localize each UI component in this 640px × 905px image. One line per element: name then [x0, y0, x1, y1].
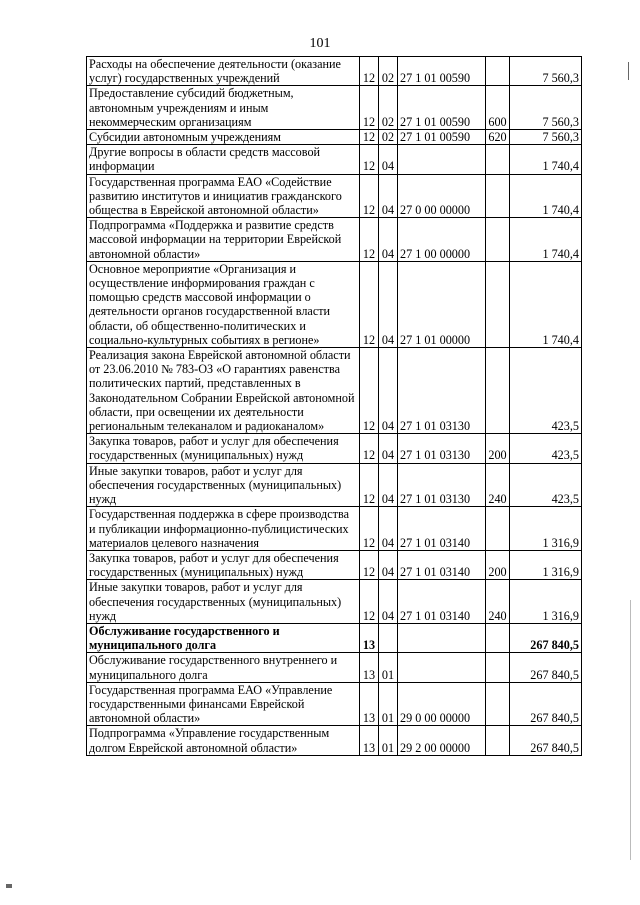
row-section: 12: [360, 218, 379, 262]
row-name: Субсидии автономным учреждениям: [87, 130, 360, 145]
table-row: [87, 653, 582, 682]
row-name: Расходы на обеспечение деятельности (оказание услуг) государственных учреждений: [87, 57, 360, 86]
table-row: [87, 130, 582, 145]
row-name: Иные закупки товаров, работ и услуг для обеспечения государственных (муниципальных) нужд: [87, 580, 360, 624]
row-subsection: 01: [379, 682, 398, 726]
row-expense-type: [486, 174, 510, 218]
row-name: Предоставление субсидий бюджетным, автономным учреждениям и иным некоммерческим организациям: [87, 86, 360, 130]
row-target-article: [398, 653, 486, 682]
table-row: [87, 550, 582, 579]
row-amount: 423,5: [510, 463, 582, 507]
table-row: [87, 434, 582, 463]
row-section: 13: [360, 726, 379, 755]
row-section: 12: [360, 130, 379, 145]
row-amount: 1 316,9: [510, 550, 582, 579]
row-amount: 7 560,3: [510, 86, 582, 130]
row-subsection: 04: [379, 463, 398, 507]
row-expense-type: 600: [486, 86, 510, 130]
row-target-article: 29 0 00 00000: [398, 682, 486, 726]
table-row: [87, 463, 582, 507]
table-row: [87, 507, 582, 551]
row-amount: 7 560,3: [510, 57, 582, 86]
row-target-article: 27 1 01 03130: [398, 463, 486, 507]
budget-table: [86, 56, 582, 756]
row-subsection: 04: [379, 174, 398, 218]
row-amount: 267 840,5: [510, 726, 582, 755]
table-row: [87, 726, 582, 755]
row-amount: 1 740,4: [510, 145, 582, 174]
row-expense-type: [486, 682, 510, 726]
row-target-article: 27 1 01 00590: [398, 57, 486, 86]
row-section: 13: [360, 682, 379, 726]
row-subsection: 04: [379, 145, 398, 174]
row-target-article: 27 1 01 03130: [398, 434, 486, 463]
table-row: [87, 145, 582, 174]
row-target-article: 27 1 01 00590: [398, 130, 486, 145]
table-row: [87, 57, 582, 86]
row-expense-type: [486, 726, 510, 755]
row-amount: 7 560,3: [510, 130, 582, 145]
row-section: 12: [360, 550, 379, 579]
row-expense-type: [486, 218, 510, 262]
page-number: 101: [309, 36, 331, 51]
row-amount: 1 316,9: [510, 507, 582, 551]
row-name: Закупка товаров, работ и услуг для обеспечения государственных (муниципальных) нужд: [87, 434, 360, 463]
row-expense-type: [486, 507, 510, 551]
row-name: Обслуживание государственного внутреннего и муниципального долга: [87, 653, 360, 682]
table-row: [87, 580, 582, 624]
row-target-article: 27 1 00 00000: [398, 218, 486, 262]
row-subsection: 02: [379, 57, 398, 86]
row-section: 12: [360, 57, 379, 86]
row-section: 12: [360, 174, 379, 218]
row-amount: 1 740,4: [510, 174, 582, 218]
row-section: 12: [360, 261, 379, 347]
scan-edge-mark: [628, 62, 629, 80]
row-target-article: 27 1 01 03140: [398, 580, 486, 624]
row-name: Основное мероприятие «Организация и осуществление информирования граждан с помощью средств массовой информации о деятельности органов государственной власти области, об общественно-политических и социально-культурных событиях в регионе»: [87, 261, 360, 347]
row-expense-type: 620: [486, 130, 510, 145]
scan-edge-mark: [6, 884, 12, 888]
row-expense-type: [486, 57, 510, 86]
row-name: Закупка товаров, работ и услуг для обеспечения государственных (муниципальных) нужд: [87, 550, 360, 579]
row-expense-type: [486, 145, 510, 174]
table-row: [87, 623, 582, 652]
row-expense-type: [486, 623, 510, 652]
row-amount: 1 740,4: [510, 218, 582, 262]
row-section: 12: [360, 463, 379, 507]
row-amount: 423,5: [510, 434, 582, 463]
row-name: Государственная поддержка в сфере производства и публикации информационно-публицистических материалов целевого назначения: [87, 507, 360, 551]
table-row: [87, 261, 582, 347]
row-subsection: 04: [379, 434, 398, 463]
row-name: Государственная программа ЕАО «Содействие развитию институтов и инициатив гражданского общества в Еврейской автономной области»: [87, 174, 360, 218]
row-subsection: 04: [379, 261, 398, 347]
row-name: Обслуживание государственного и муниципального долга: [87, 623, 360, 652]
row-name: Другие вопросы в области средств массовой информации: [87, 145, 360, 174]
row-section: 13: [360, 623, 379, 652]
row-subsection: [379, 623, 398, 652]
row-section: 12: [360, 86, 379, 130]
row-subsection: 04: [379, 348, 398, 434]
row-name: Подпрограмма «Управление государственным долгом Еврейской автономной области»: [87, 726, 360, 755]
row-subsection: 02: [379, 86, 398, 130]
row-target-article: 27 1 01 00000: [398, 261, 486, 347]
row-target-article: 27 1 01 03140: [398, 550, 486, 579]
row-section: 12: [360, 507, 379, 551]
row-expense-type: 200: [486, 434, 510, 463]
row-subsection: 04: [379, 218, 398, 262]
table-row: [87, 86, 582, 130]
row-expense-type: [486, 261, 510, 347]
row-target-article: 27 1 01 03140: [398, 507, 486, 551]
row-target-article: 29 2 00 00000: [398, 726, 486, 755]
row-amount: 423,5: [510, 348, 582, 434]
row-name: Государственная программа ЕАО «Управление государственными финансами Еврейской автономной области»: [87, 682, 360, 726]
row-expense-type: 240: [486, 580, 510, 624]
row-target-article: [398, 623, 486, 652]
row-target-article: 27 0 00 00000: [398, 174, 486, 218]
table-row: [87, 218, 582, 262]
row-expense-type: 200: [486, 550, 510, 579]
budget-table-body: [87, 57, 582, 756]
row-amount: 267 840,5: [510, 682, 582, 726]
row-subsection: 01: [379, 726, 398, 755]
row-subsection: 04: [379, 550, 398, 579]
table-row: [87, 348, 582, 434]
row-section: 12: [360, 580, 379, 624]
row-expense-type: [486, 653, 510, 682]
row-amount: 1 316,9: [510, 580, 582, 624]
row-name: Подпрограмма «Поддержка и развитие средств массовой информации на территории Еврейской автономной области»: [87, 218, 360, 262]
row-amount: 267 840,5: [510, 653, 582, 682]
row-target-article: 27 1 01 03130: [398, 348, 486, 434]
row-subsection: 04: [379, 580, 398, 624]
row-amount: 1 740,4: [510, 261, 582, 347]
row-expense-type: 240: [486, 463, 510, 507]
row-target-article: [398, 145, 486, 174]
row-name: Реализация закона Еврейской автономной области от 23.06.2010 № 783-ОЗ «О гарантиях равенства политических партий, представленных в Законодательном Собрании Еврейской автономной области, при освещении их деятельности региональным телеканалом и радиоканалом»: [87, 348, 360, 434]
table-row: [87, 174, 582, 218]
row-amount: 267 840,5: [510, 623, 582, 652]
row-target-article: 27 1 01 00590: [398, 86, 486, 130]
row-subsection: 04: [379, 507, 398, 551]
row-section: 12: [360, 145, 379, 174]
row-subsection: 01: [379, 653, 398, 682]
row-section: 12: [360, 348, 379, 434]
scan-edge-mark: [630, 600, 631, 860]
row-section: 12: [360, 434, 379, 463]
table-row: [87, 682, 582, 726]
row-section: 13: [360, 653, 379, 682]
row-subsection: 02: [379, 130, 398, 145]
row-expense-type: [486, 348, 510, 434]
row-name: Иные закупки товаров, работ и услуг для обеспечения государственных (муниципальных) нужд: [87, 463, 360, 507]
